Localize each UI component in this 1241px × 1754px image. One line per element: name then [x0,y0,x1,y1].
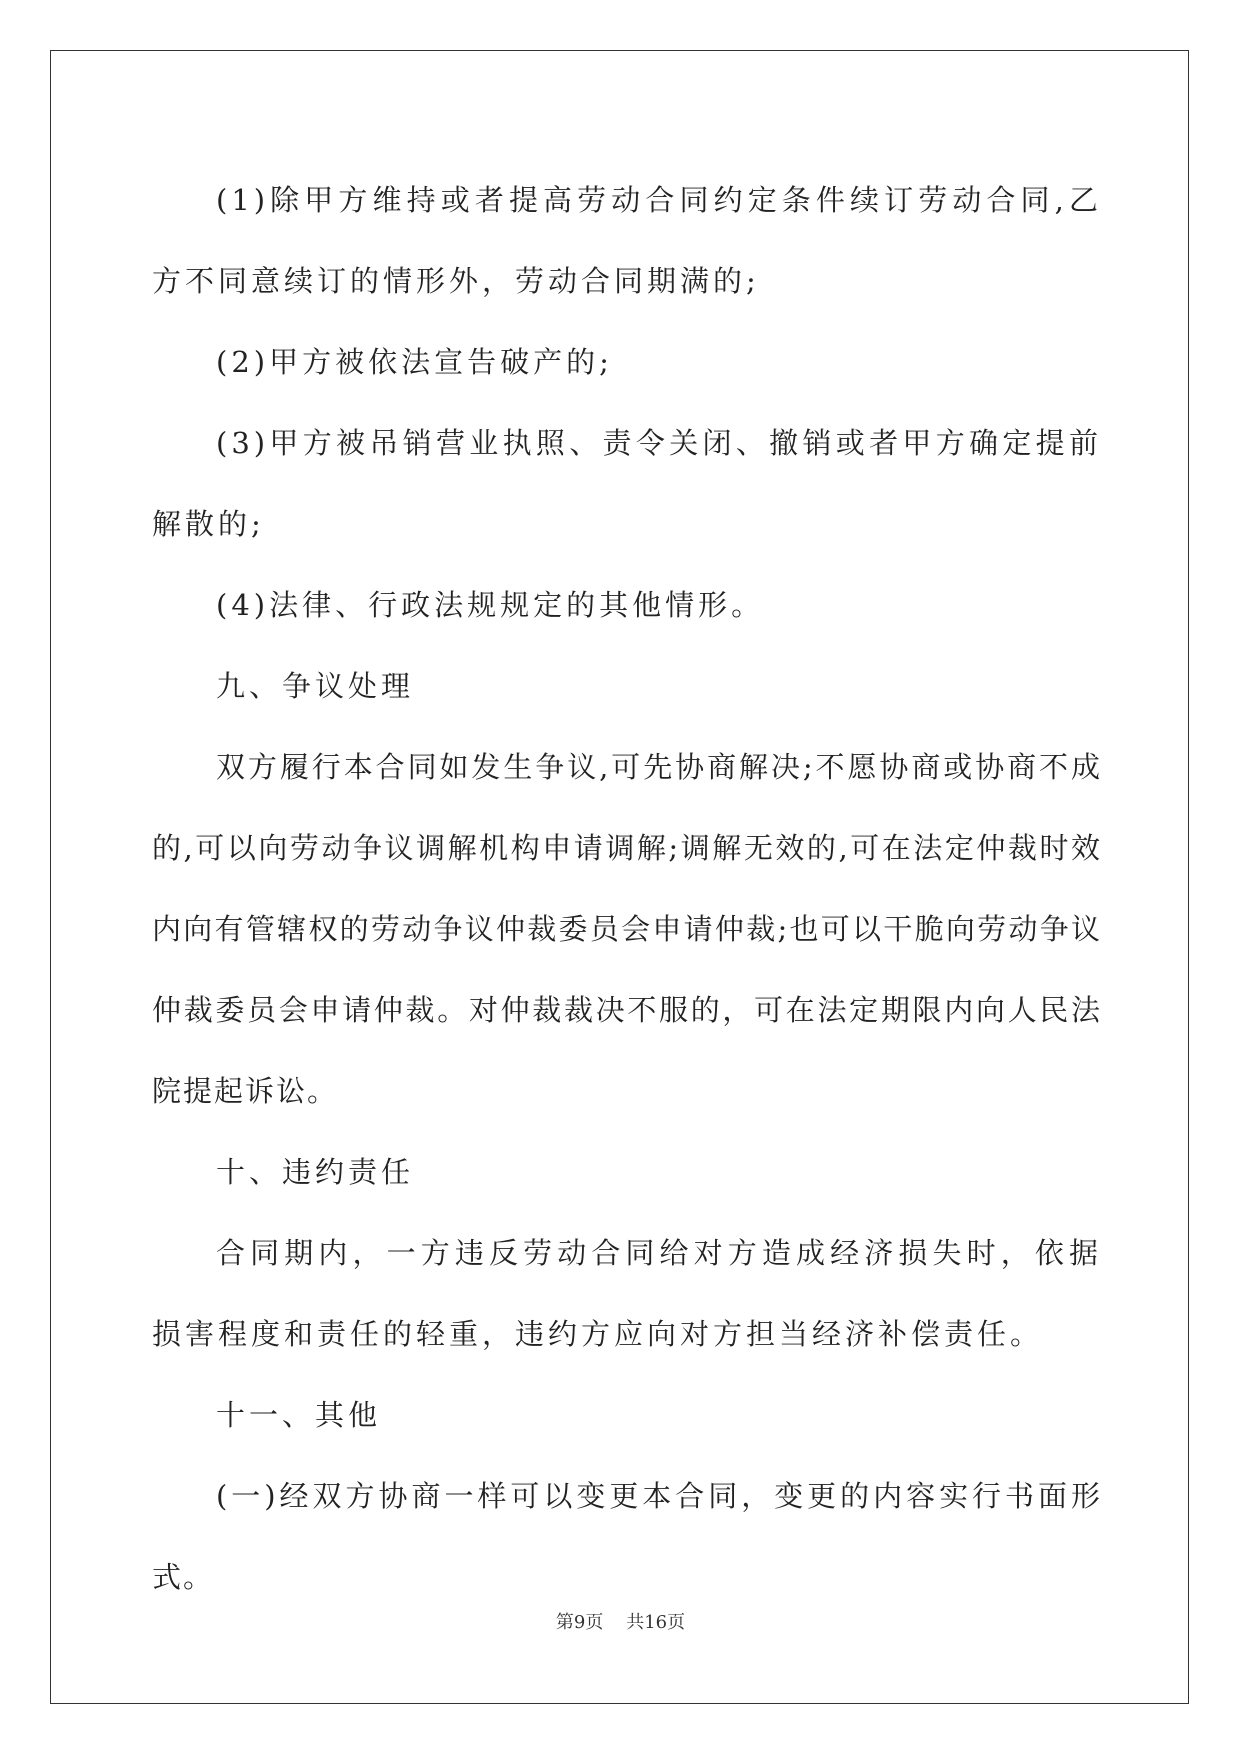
document-body [152,160,1102,1618]
liability-paragraph: 合同期内，一方违反劳动合同给对方造成经济损失时，依据损害程度和责任的轻重，违约方应向对方担当经济补偿责任。 [152,1236,1102,1351]
section-heading-liability: 十、违约责任 [216,1155,415,1189]
other-clause-1: (一)经双方协商一样可以变更本合同，变更的内容实行书面形式。 [152,1479,1102,1594]
clause-item-1: (1)除甲方维持或者提高劳动合同约定条件续订劳动合同,乙方不同意续订的情形外，劳动合同期满的; [152,183,1102,298]
page-number: 9 [573,1612,586,1633]
clause-item-2: (2)甲方被依法宣告破产的; [216,345,613,379]
total-label-prefix: 共 [626,1612,645,1633]
page-label-suffix: 页 [585,1612,604,1633]
page-label-prefix: 第 [555,1612,574,1633]
section-heading-other: 十一、其他 [216,1398,382,1432]
total-label-suffix: 页 [667,1612,686,1633]
section-heading-dispute: 九、争议处理 [216,669,415,703]
total-pages: 16 [644,1612,668,1633]
dispute-paragraph: 双方履行本合同如发生争议,可先协商解决;不愿协商或协商不成的,可以向劳动争议调解机构申请调解;调解无效的,可在法定仲裁时效内向有管辖权的劳动争议仲裁委员会申请仲裁;也可以干脆向劳动争议仲裁委员会申请仲裁。对仲裁裁决不服的，可在法定期限内向人民法院提起诉讼。 [152,750,1102,1108]
page-footer [0,1608,1241,1634]
clause-item-4: (4)法律、行政法规规定的其他情形。 [216,588,765,622]
clause-item-3: (3)甲方被吊销营业执照、责令关闭、撤销或者甲方确定提前解散的; [152,426,1102,541]
